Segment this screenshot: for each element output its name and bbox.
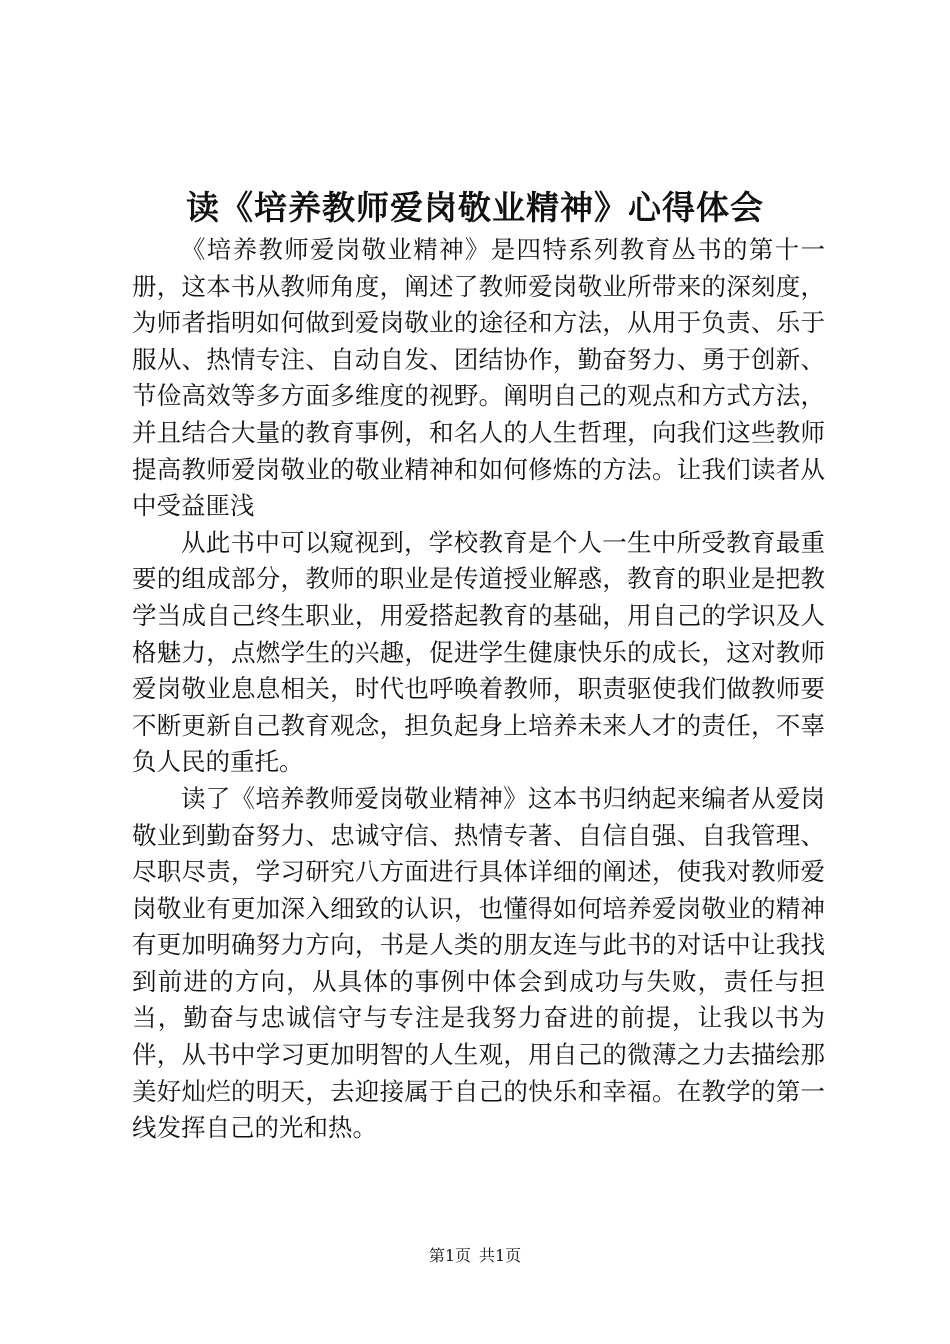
paragraph-2: 从此书中可以窥视到，学校教育是个人一生中所受教育最重要的组成部分，教师的职业是传道授业解惑，教育的职业是把教学当成自己终生职业，用爱搭起教育的基础，用自己的学识及人格魅力，点燃学生的兴趣，促进学生健康快乐的成长，这对教师爱岗敬业息息相关，时代也呼唤着教师，职责驱使我们做教师要不断更新自己教育观念，担负起身上培养未来人才的责任，不辜负人民的重托。 xyxy=(132,527,825,777)
page-number-current: 第1页 xyxy=(428,1246,471,1265)
page-number-total: 共1页 xyxy=(479,1246,522,1265)
paragraph-3: 读了《培养教师爱岗敬业精神》这本书归纳起来编者从爱岗敬业到勤奋努力、忠诚守信、热情专著、自信自强、自我管理、尽职尽责，学习研究八方面进行具体详细的阐述，使我对教师爱岗敬业有更加深入细致的认识，也懂得如何培养爱岗敬业的精神有更加明确努力方向，书是人类的朋友连与此书的对话中让我找到前进的方向，从具体的事例中体会到成功与失败，责任与担当，勤奋与忠诚信守与专注是我努力奋进的前提，让我以书为伴，从书中学习更加明智的人生观，用自己的微薄之力去描绘那美好灿烂的明天，去迎接属于自己的快乐和幸福。在教学的第一线发挥自己的光和热。 xyxy=(132,783,825,1143)
paragraph-1: 《培养教师爱岗敬业精神》是四特系列教育丛书的第十一册，这本书从教师角度，阐述了教师爱岗敬业所带来的深刻度，为师者指明如何做到爱岗敬业的途径和方法，从用于负责、乐于服从、热情专注、自动自发、团结协作，勤奋努力、勇于创新、节俭高效等多方面多维度的视野。阐明自己的观点和方式方法，并且结合大量的教育事例，和名人的人生哲理，向我们这些教师提高教师爱岗敬业的敬业精神和如何修炼的方法。让我们读者从中受益匪浅 xyxy=(132,235,825,521)
document-title: 读《培养教师爱岗敬业精神》心得体会 xyxy=(186,188,764,227)
page-footer xyxy=(0,1244,950,1268)
document-body xyxy=(132,232,825,1147)
